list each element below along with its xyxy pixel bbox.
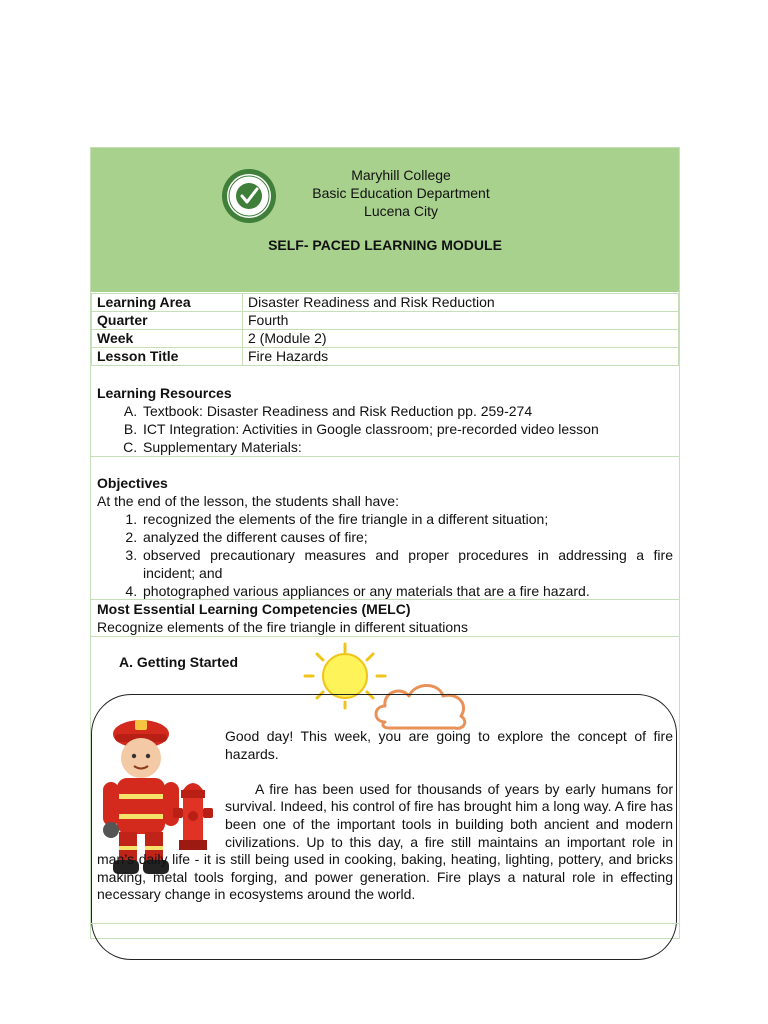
module-title: SELF- PACED LEARNING MODULE (268, 237, 502, 253)
divider (91, 456, 679, 457)
department-name: Basic Education Department (312, 185, 490, 201)
module-page (90, 147, 680, 939)
body-paragraph: A fire has been used for thousands of years by early humans for survival. Indeed, his control of fire has brought him a long way. A fire has been one of the important tools in building both ancient and modern civilizations. Up to this day, a fire still maintains an important role in man’s daily life - it is still being used in cooking, baking, heating, lighting, pottery, and bricks making, metal tools forging, and power generation. Fire plays a natural role in effecting necessary change in ecosystems around the world. (97, 780, 673, 903)
list-item: A. Textbook: Disaster Readiness and Risk Reduction pp. 259-274 (141, 402, 673, 420)
info-row (92, 312, 679, 330)
school-name: Maryhill College (351, 167, 451, 183)
info-label: Quarter (92, 312, 243, 330)
info-value: Disaster Readiness and Risk Reduction (243, 294, 679, 312)
divider (91, 636, 679, 637)
list-item: 1. recognized the elements of the fire triangle in a different situation; (141, 510, 673, 528)
info-value: Fourth (243, 312, 679, 330)
list-item: C. Supplementary Materials: (141, 438, 673, 456)
info-value: Fire Hazards (243, 348, 679, 366)
melc-section (97, 600, 673, 636)
info-row (92, 330, 679, 348)
list-item: 4. photographed various appliances or any materials that are a fire hazard. (141, 582, 673, 600)
resources-heading: Learning Resources (97, 385, 232, 401)
lesson-info-table (91, 293, 679, 366)
objectives-section (97, 474, 673, 600)
divider (91, 923, 679, 924)
info-row (92, 294, 679, 312)
melc-heading: Most Essential Learning Competencies (MELC) (97, 601, 411, 617)
getting-started-text (97, 728, 673, 904)
info-label: Lesson Title (92, 348, 243, 366)
learning-resources-section (97, 384, 673, 456)
info-value: 2 (Module 2) (243, 330, 679, 348)
header-band (91, 148, 679, 292)
list-item: 3. observed precautionary measures and proper procedures in addressing a fire incident; and (141, 546, 673, 582)
school-address (271, 166, 531, 220)
info-row (92, 348, 679, 366)
objectives-list (97, 510, 673, 600)
objectives-intro: At the end of the lesson, the students shall have: (97, 493, 399, 509)
getting-started-heading: A. Getting Started (119, 654, 239, 670)
city-name: Lucena City (364, 203, 438, 219)
info-label: Learning Area (92, 294, 243, 312)
info-label: Week (92, 330, 243, 348)
list-item: 2. analyzed the different causes of fire; (141, 528, 673, 546)
list-item: B. ICT Integration: Activities in Google classroom; pre-recorded video lesson (141, 420, 673, 438)
melc-text: Recognize elements of the fire triangle in different situations (97, 619, 468, 635)
resources-list (97, 402, 673, 456)
objectives-heading: Objectives (97, 475, 168, 491)
school-seal-icon (221, 168, 277, 224)
greeting-paragraph: Good day! This week, you are going to explore the concept of fire hazards. (225, 728, 673, 762)
